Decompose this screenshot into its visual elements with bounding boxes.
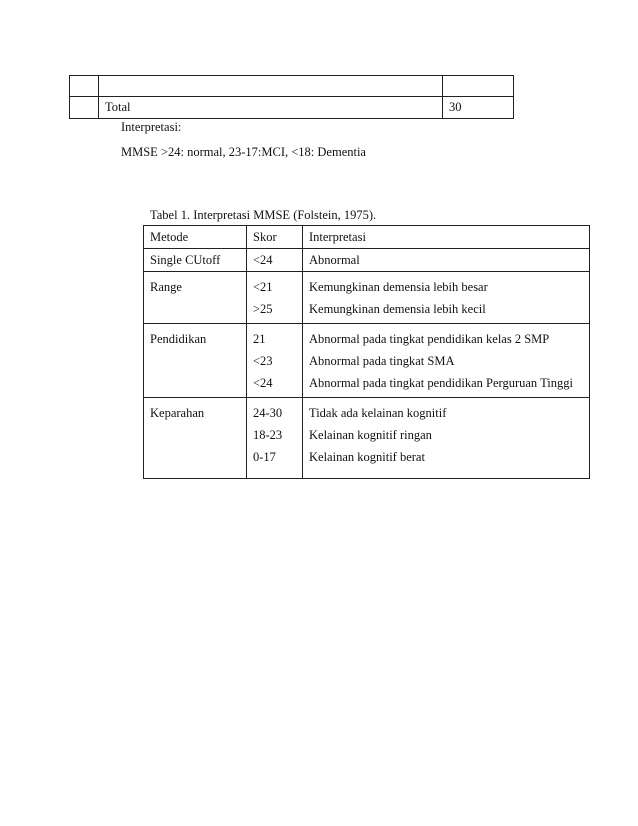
- score-label-cell: [99, 76, 443, 97]
- table-header-row: [144, 226, 590, 249]
- score-total-label: Total: [99, 97, 443, 119]
- interpretasi-text: Abnormal pada tingkat pendidikan Perguruan Tinggi: [309, 376, 573, 390]
- metode-cell: Single CUtoff: [144, 249, 247, 272]
- interpretasi-cell: [303, 272, 590, 324]
- skor-text: <23: [253, 354, 273, 368]
- skor-cell: [247, 398, 303, 479]
- skor-text: <21: [253, 280, 273, 294]
- interpretasi-text: Kelainan kognitif berat: [309, 450, 425, 464]
- table-row-single-cutoff: [144, 249, 590, 272]
- interpretasi-cell: Abnormal: [303, 249, 590, 272]
- interpretasi-text: Abnormal pada tingkat pendidikan kelas 2 SMP: [309, 332, 550, 346]
- header-interpretasi: Interpretasi: [303, 226, 590, 249]
- table-row-pendidikan: [144, 324, 590, 398]
- metode-cell: [144, 324, 247, 398]
- interpretasi-cell: [303, 398, 590, 479]
- interpretation-label: Interpretasi:: [121, 120, 182, 134]
- table-caption: Tabel 1. Interpretasi MMSE (Folstein, 1975).: [150, 208, 377, 222]
- table-row-range: [144, 272, 590, 324]
- skor-text: >25: [253, 302, 273, 316]
- interpretasi-text: Kemungkinan demensia lebih besar: [309, 280, 488, 294]
- skor-cell: [247, 324, 303, 398]
- metode-cell: [144, 272, 247, 324]
- score-total-row: [70, 97, 514, 119]
- skor-text: 21: [253, 332, 266, 346]
- metode-cell: [144, 398, 247, 479]
- skor-cell: [247, 272, 303, 324]
- metode-text: Range: [150, 280, 182, 294]
- skor-text: <24: [253, 376, 273, 390]
- interpretasi-cell: [303, 324, 590, 398]
- table-row-keparahan: [144, 398, 590, 479]
- interpretation-text: MMSE >24: normal, 23-17:MCI, <18: Dementia: [121, 145, 366, 159]
- skor-text: 18-23: [253, 428, 283, 442]
- header-skor: Skor: [247, 226, 303, 249]
- score-table-cell: [70, 97, 99, 119]
- metode-text: Pendidikan: [150, 332, 207, 346]
- metode-text: Keparahan: [150, 406, 205, 420]
- interpretasi-text: Abnormal pada tingkat SMA: [309, 354, 455, 368]
- header-metode: Metode: [144, 226, 247, 249]
- interpretasi-text: Kelainan kognitif ringan: [309, 428, 432, 442]
- skor-cell: <24: [247, 249, 303, 272]
- score-value-cell: [443, 76, 514, 97]
- score-total-value: 30: [443, 97, 514, 119]
- score-table-cell: [70, 76, 99, 97]
- score-table-row: [70, 76, 514, 97]
- mmse-interpretation-table: [143, 225, 590, 479]
- score-table: [69, 75, 514, 119]
- skor-text: 0-17: [253, 450, 276, 464]
- interpretasi-text: Tidak ada kelainan kognitif: [309, 406, 447, 420]
- skor-text: 24-30: [253, 406, 283, 420]
- interpretasi-text: Kemungkinan demensia lebih kecil: [309, 302, 486, 316]
